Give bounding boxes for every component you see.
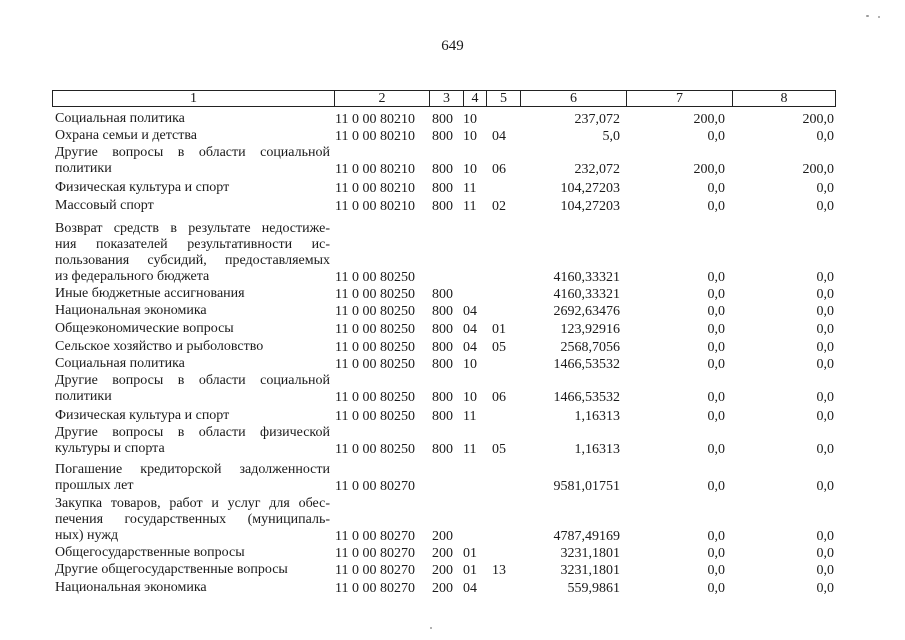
table-row [0, 373, 905, 405]
row-name [55, 580, 330, 596]
target-code: 11 0 00 80210 [335, 199, 415, 214]
value-col-7: 0,0 [707, 181, 725, 196]
row-name [55, 303, 330, 319]
expense-type: 800 [432, 287, 453, 302]
row-name-line: ных) нужд [55, 528, 119, 543]
row-name-line: печения государственных (муниципаль- [55, 512, 330, 527]
expense-type: 200 [432, 581, 453, 596]
section: 04 [463, 304, 477, 319]
value-col-8: 0,0 [816, 442, 834, 457]
section: 10 [463, 390, 477, 405]
value-col-7: 0,0 [707, 322, 725, 337]
value-col-6: 237,072 [574, 112, 620, 127]
value-col-6: 4160,33321 [553, 270, 620, 285]
table-row [0, 462, 905, 494]
section: 11 [463, 181, 477, 196]
value-col-7: 0,0 [707, 479, 725, 494]
value-col-8: 0,0 [816, 409, 834, 424]
expense-type: 800 [432, 357, 453, 372]
value-col-6: 1466,53532 [553, 357, 620, 372]
row-name [55, 462, 330, 494]
table-row [0, 321, 905, 337]
expense-type: 800 [432, 181, 453, 196]
section: 04 [463, 322, 477, 337]
row-name [55, 496, 330, 544]
target-code: 11 0 00 80250 [335, 304, 415, 319]
target-code: 11 0 00 80270 [335, 546, 415, 561]
expense-type: 800 [432, 199, 453, 214]
value-col-7: 0,0 [707, 270, 725, 285]
target-code: 11 0 00 80210 [335, 181, 415, 196]
value-col-7: 0,0 [707, 563, 725, 578]
value-col-8: 0,0 [816, 199, 834, 214]
row-name [55, 111, 330, 127]
target-code: 11 0 00 80250 [335, 287, 415, 302]
value-col-8: 0,0 [816, 304, 834, 319]
value-col-8: 0,0 [816, 181, 834, 196]
page-number: 649 [441, 38, 464, 54]
header-col-2: 2 [334, 91, 429, 106]
section: 10 [463, 112, 477, 127]
value-col-6: 559,9861 [567, 581, 620, 596]
row-name-line: Другие вопросы в области социальной [55, 373, 330, 388]
scan-speck [878, 16, 880, 18]
subsection: 02 [492, 199, 506, 214]
row-name-line: Общегосударственные вопросы [55, 545, 245, 560]
row-name-line: Иные бюджетные ассигнования [55, 286, 245, 301]
row-name [55, 408, 330, 424]
header-col-1: 1 [190, 91, 197, 106]
table-row [0, 408, 905, 424]
value-col-8: 0,0 [816, 390, 834, 405]
value-col-7: 0,0 [707, 546, 725, 561]
section: 10 [463, 162, 477, 177]
row-name-line: Охрана семьи и детства [55, 128, 197, 143]
value-col-7: 0,0 [707, 581, 725, 596]
scan-speck [866, 15, 869, 17]
value-col-6: 2568,7056 [560, 340, 620, 355]
value-col-6: 232,072 [574, 162, 620, 177]
row-name-line: Другие вопросы в области физической [55, 425, 330, 440]
subsection: 04 [492, 129, 506, 144]
value-col-8: 0,0 [816, 529, 834, 544]
value-col-7: 0,0 [707, 129, 725, 144]
table-row [0, 580, 905, 596]
value-col-6: 9581,01751 [553, 479, 620, 494]
table-row [0, 356, 905, 372]
header-col-7: 7 [626, 91, 732, 106]
expense-type: 200 [432, 563, 453, 578]
target-code: 11 0 00 80270 [335, 479, 415, 494]
row-name-line: Социальная политика [55, 111, 185, 126]
table-row [0, 562, 905, 578]
expense-type: 800 [432, 304, 453, 319]
value-col-6: 1,16313 [574, 409, 620, 424]
table-row [0, 303, 905, 319]
row-name-line: Другие вопросы в области социальной [55, 145, 330, 160]
table-row [0, 180, 905, 196]
row-name-line: ния показателей результативности ис- [55, 237, 330, 252]
value-col-6: 2692,63476 [553, 304, 620, 319]
value-col-7: 0,0 [707, 199, 725, 214]
row-name [55, 373, 330, 405]
row-name [55, 286, 330, 302]
target-code: 11 0 00 80250 [335, 409, 415, 424]
value-col-7: 0,0 [707, 287, 725, 302]
value-col-7: 0,0 [707, 529, 725, 544]
row-name [55, 180, 330, 196]
target-code: 11 0 00 80250 [335, 270, 415, 285]
row-name-line: Общеэкономические вопросы [55, 321, 234, 336]
value-col-6: 123,92916 [560, 322, 620, 337]
subsection: 06 [492, 390, 506, 405]
row-name [55, 145, 330, 177]
row-name-line: Социальная политика [55, 356, 185, 371]
expense-type: 200 [432, 546, 453, 561]
value-col-8: 0,0 [816, 546, 834, 561]
expense-type: 800 [432, 162, 453, 177]
subsection: 06 [492, 162, 506, 177]
expense-type: 800 [432, 390, 453, 405]
row-name-line: Погашение кредиторской задолженности [55, 462, 330, 477]
value-col-6: 104,27203 [560, 181, 620, 196]
value-col-6: 5,0 [602, 129, 620, 144]
value-col-8: 0,0 [816, 340, 834, 355]
subsection: 05 [492, 340, 506, 355]
value-col-7: 200,0 [693, 162, 725, 177]
table-row [0, 339, 905, 355]
value-col-8: 0,0 [816, 581, 834, 596]
expense-type: 800 [432, 442, 453, 457]
table-row [0, 425, 905, 457]
row-name-line: Закупка товаров, работ и услуг для обес- [55, 496, 330, 511]
section: 11 [463, 199, 477, 214]
header-col-8: 8 [732, 91, 835, 106]
row-name [55, 425, 330, 457]
target-code: 11 0 00 80250 [335, 340, 415, 355]
subsection: 13 [492, 563, 506, 578]
value-col-7: 200,0 [693, 112, 725, 127]
expense-type: 800 [432, 129, 453, 144]
value-col-6: 4787,49169 [553, 529, 620, 544]
value-col-7: 0,0 [707, 442, 725, 457]
value-col-8: 0,0 [816, 129, 834, 144]
row-name-line: политики [55, 389, 112, 404]
value-col-7: 0,0 [707, 390, 725, 405]
table-row [0, 286, 905, 302]
section: 11 [463, 409, 477, 424]
table-row [0, 496, 905, 544]
row-name [55, 221, 330, 285]
value-col-6: 3231,1801 [560, 546, 620, 561]
row-name-line: Другие общегосударственные вопросы [55, 562, 288, 577]
expense-type: 200 [432, 529, 453, 544]
row-name [55, 356, 330, 372]
row-name [55, 198, 330, 214]
expense-type: 800 [432, 340, 453, 355]
expense-type: 800 [432, 322, 453, 337]
table-row [0, 145, 905, 177]
scan-speck [430, 627, 432, 629]
section: 01 [463, 563, 477, 578]
section: 04 [463, 340, 477, 355]
value-col-7: 0,0 [707, 304, 725, 319]
value-col-6: 1,16313 [574, 442, 620, 457]
target-code: 11 0 00 80270 [335, 581, 415, 596]
value-col-7: 0,0 [707, 409, 725, 424]
row-name-line: прошлых лет [55, 478, 134, 493]
subsection: 05 [492, 442, 506, 457]
row-name-line: Национальная экономика [55, 303, 207, 318]
value-col-8: 0,0 [816, 563, 834, 578]
value-col-8: 0,0 [816, 322, 834, 337]
expense-type: 800 [432, 409, 453, 424]
section: 11 [463, 442, 477, 457]
row-name [55, 321, 330, 337]
section: 01 [463, 546, 477, 561]
row-name-line: Массовый спорт [55, 198, 154, 213]
value-col-6: 1466,53532 [553, 390, 620, 405]
target-code: 11 0 00 80250 [335, 442, 415, 457]
target-code: 11 0 00 80270 [335, 563, 415, 578]
table-row [0, 198, 905, 214]
section: 10 [463, 129, 477, 144]
row-name-line: Сельское хозяйство и рыболовство [55, 339, 264, 354]
subsection: 01 [492, 322, 506, 337]
row-name [55, 562, 330, 578]
value-col-8: 200,0 [802, 112, 834, 127]
row-name-line: культуры и спорта [55, 441, 165, 456]
row-name [55, 339, 330, 355]
value-col-8: 200,0 [802, 162, 834, 177]
value-col-8: 0,0 [816, 287, 834, 302]
table-row [0, 221, 905, 285]
row-name-line: из федерального бюджета [55, 269, 210, 284]
target-code: 11 0 00 80210 [335, 112, 415, 127]
table-row [0, 128, 905, 144]
value-col-6: 3231,1801 [560, 563, 620, 578]
row-name [55, 128, 330, 144]
target-code: 11 0 00 80250 [335, 357, 415, 372]
target-code: 11 0 00 80210 [335, 129, 415, 144]
row-name [55, 545, 330, 561]
section: 10 [463, 357, 477, 372]
target-code: 11 0 00 80250 [335, 322, 415, 337]
table-row [0, 545, 905, 561]
row-name-line: Национальная экономика [55, 580, 207, 595]
expense-type: 800 [432, 112, 453, 127]
value-col-8: 0,0 [816, 270, 834, 285]
target-code: 11 0 00 80250 [335, 390, 415, 405]
value-col-6: 104,27203 [560, 199, 620, 214]
value-col-8: 0,0 [816, 479, 834, 494]
section: 04 [463, 581, 477, 596]
header-col-5: 5 [486, 91, 520, 106]
header-col-6: 6 [520, 91, 626, 106]
header-col-3: 3 [429, 91, 463, 106]
value-col-7: 0,0 [707, 340, 725, 355]
table-row [0, 111, 905, 127]
target-code: 11 0 00 80210 [335, 162, 415, 177]
row-name-line: пользования субсидий, предоставляемых [55, 253, 330, 268]
value-col-8: 0,0 [816, 357, 834, 372]
row-name-line: политики [55, 161, 112, 176]
value-col-7: 0,0 [707, 357, 725, 372]
row-name-line: Возврат средств в результате недостиже- [55, 221, 330, 236]
row-name-line: Физическая культура и спорт [55, 180, 230, 195]
target-code: 11 0 00 80270 [335, 529, 415, 544]
header-col-4: 4 [463, 91, 486, 106]
row-name-line: Физическая культура и спорт [55, 408, 230, 423]
value-col-6: 4160,33321 [553, 287, 620, 302]
